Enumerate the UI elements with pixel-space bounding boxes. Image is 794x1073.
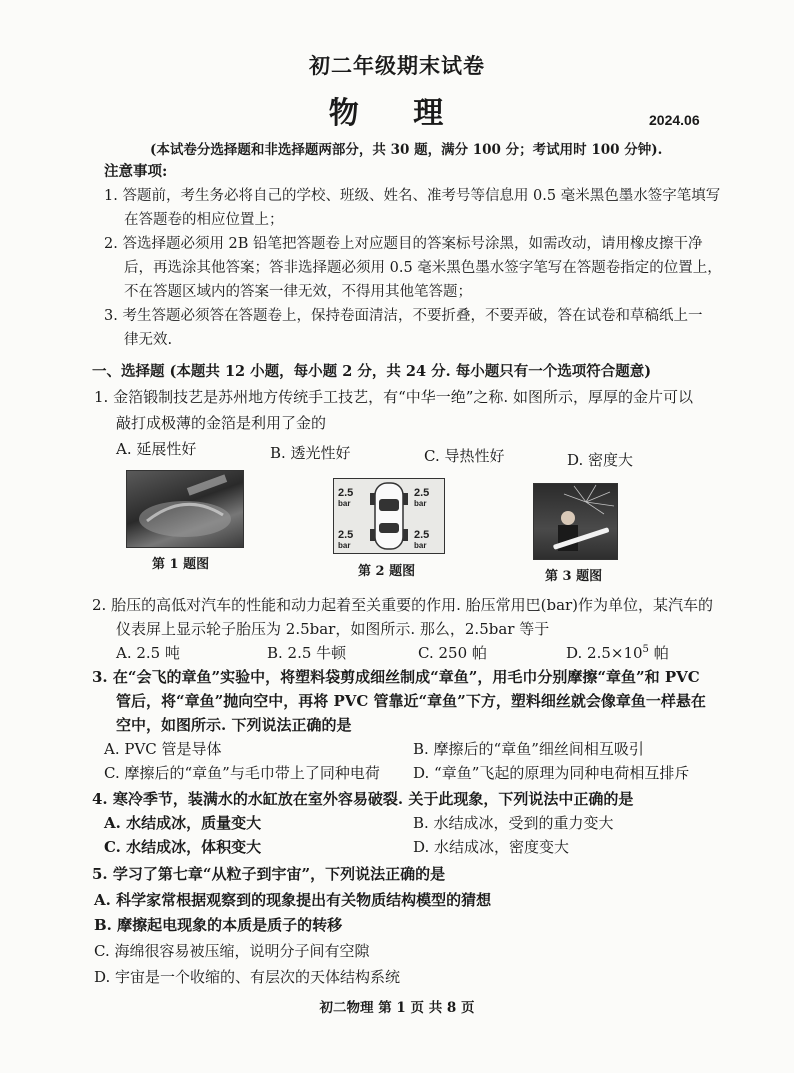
notice-line: 不在答题区域内的答案一律无效，不得用其他笔答题； bbox=[124, 284, 472, 300]
notice-line: 1. 答题前，考生务必将自己的学校、班级、姓名、准考号等信息用 0.5 毫米黑色墨水签字笔填写 bbox=[104, 188, 721, 204]
q2-option-d-exponent: 5 bbox=[642, 644, 649, 655]
q4-option-d: D. 水结成冰，密度变大 bbox=[413, 838, 570, 856]
q1-option-b: B. 透光性好 bbox=[270, 444, 351, 462]
q3-option-d: D. “章鱼”飞起的原理为同种电荷相互排斥 bbox=[413, 764, 690, 782]
notice-line: 后，再选涂其他答案；答非选择题必须用 0.5 毫米黑色墨水签字笔写在答题卷指定的位置上， bbox=[124, 260, 722, 276]
q3-option-c: C. 摩擦后的“章鱼”与毛巾带上了同种电荷 bbox=[104, 764, 380, 782]
notice-line: 律无效. bbox=[124, 332, 173, 348]
q5-option-a: A. 科学家常根据观察到的现象提出有关物质结构模型的猜想 bbox=[94, 891, 492, 909]
q2-stem: 2. 胎压的高低对汽车的性能和动力起着至关重要的作用. 胎压常用巴(bar)作为单位，某汽车的 bbox=[92, 596, 714, 614]
tyre-rl-value: 2.5 bbox=[338, 529, 354, 541]
figure1-caption: 第 1 题图 bbox=[152, 557, 210, 572]
tyre-rr-unit: bar bbox=[414, 541, 427, 550]
tyre-fl-value: 2.5 bbox=[338, 487, 354, 499]
section-heading: 一、选择题 (本题共 12 小题，每小题 2 分，共 24 分. 每小题只有一个选项符合题意) bbox=[92, 363, 652, 380]
tyre-fr-value: 2.5 bbox=[414, 487, 430, 499]
exam-title: 初二年级期末试卷 bbox=[309, 53, 485, 78]
octopus-experiment-illustration bbox=[534, 484, 617, 559]
q3-stem: 3. 在“会飞的章鱼”实验中，将塑料袋剪成细丝制成“章鱼”，用毛巾分别摩擦“章鱼”和 PVC bbox=[92, 668, 700, 686]
q3-stem: 管后，将“章鱼”抛向空中，再将 PVC 管靠近“章鱼”下方，塑料细丝就会像章鱼一样悬在 bbox=[116, 692, 706, 710]
q4-stem: 4. 寒冷季节，装满水的水缸放在室外容易破裂. 关于此现象，下列说法中正确的是 bbox=[92, 790, 634, 808]
q2-stem: 仪表屏上显示轮子胎压为 2.5bar，如图所示. 那么，2.5bar 等于 bbox=[116, 620, 550, 638]
q3-stem: 空中，如图所示. 下列说法正确的是 bbox=[116, 716, 352, 734]
q2-option-a: A. 2.5 吨 bbox=[116, 644, 180, 662]
exam-intro: (本试卷分选择题和非选择题两部分，共 30 题，满分 100 分；考试用时 100 分钟). bbox=[150, 142, 663, 158]
subject-title: 物 理 bbox=[328, 96, 466, 131]
q2-option-d-unit: 帕 bbox=[648, 644, 669, 662]
notice-heading: 注意事项: bbox=[104, 163, 168, 180]
q5-option-b: B. 摩擦起电现象的本质是质子的转移 bbox=[94, 916, 343, 934]
page-footer: 初二物理 第 1 页 共 8 页 bbox=[319, 1000, 475, 1016]
q4-option-a: A. 水结成冰，质量变大 bbox=[104, 814, 262, 832]
q2-option-d-base: D. 2.5×10 bbox=[566, 644, 643, 662]
figure3-caption: 第 3 题图 bbox=[545, 569, 603, 584]
notice-line: 2. 答选择题必须用 2B 铅笔把答题卷上对应题目的答案标号涂黑，如需改动，请用橡皮擦干净 bbox=[104, 236, 703, 252]
q1-stem: 1. 金箔锻制技艺是苏州地方传统手工技艺，有“中华一绝”之称. 如图所示，厚厚的金片可以 bbox=[94, 388, 693, 406]
q2-option-c: C. 250 帕 bbox=[418, 644, 487, 662]
tyre-fr-unit: bar bbox=[414, 499, 427, 508]
q2-option-d bbox=[566, 642, 669, 663]
notice-line: 3. 考生答题必须答在答题卷上，保持卷面清洁，不要折叠，不要弄破，答在试卷和草稿纸上一 bbox=[104, 308, 703, 324]
q5-stem: 5. 学习了第七章“从粒子到宇宙”，下列说法正确的是 bbox=[92, 865, 446, 883]
notice-line: 在答题卷的相应位置上； bbox=[124, 212, 284, 228]
q4-option-c: C. 水结成冰，体积变大 bbox=[104, 838, 262, 856]
tyre-pressure-display bbox=[333, 478, 445, 554]
q3-option-b: B. 摩擦后的“章鱼”细丝间相互吸引 bbox=[413, 740, 644, 758]
gold-leaf-photo bbox=[126, 470, 244, 548]
gold-leaf-illustration bbox=[127, 471, 243, 547]
q2-option-b: B. 2.5 牛顿 bbox=[267, 644, 347, 662]
tyre-rr-value: 2.5 bbox=[414, 529, 430, 541]
q1-option-c: C. 导热性好 bbox=[424, 447, 505, 465]
q3-option-a: A. PVC 管是导体 bbox=[104, 740, 222, 758]
tyre-fl-unit: bar bbox=[338, 499, 351, 508]
figure2-caption: 第 2 题图 bbox=[358, 564, 416, 579]
exam-date: 2024.06 bbox=[649, 112, 700, 128]
q1-stem: 敲打成极薄的金箔是利用了金的 bbox=[116, 414, 327, 432]
q5-option-d: D. 宇宙是一个收缩的、有层次的天体结构系统 bbox=[94, 968, 401, 986]
q4-option-b: B. 水结成冰，受到的重力变大 bbox=[413, 814, 614, 832]
flying-octopus-photo bbox=[533, 483, 618, 560]
q1-option-a: A. 延展性好 bbox=[116, 440, 197, 458]
q5-option-c: C. 海绵很容易被压缩，说明分子间有空隙 bbox=[94, 942, 370, 960]
q1-option-d: D. 密度大 bbox=[567, 451, 634, 469]
tyre-rl-unit: bar bbox=[338, 541, 351, 550]
